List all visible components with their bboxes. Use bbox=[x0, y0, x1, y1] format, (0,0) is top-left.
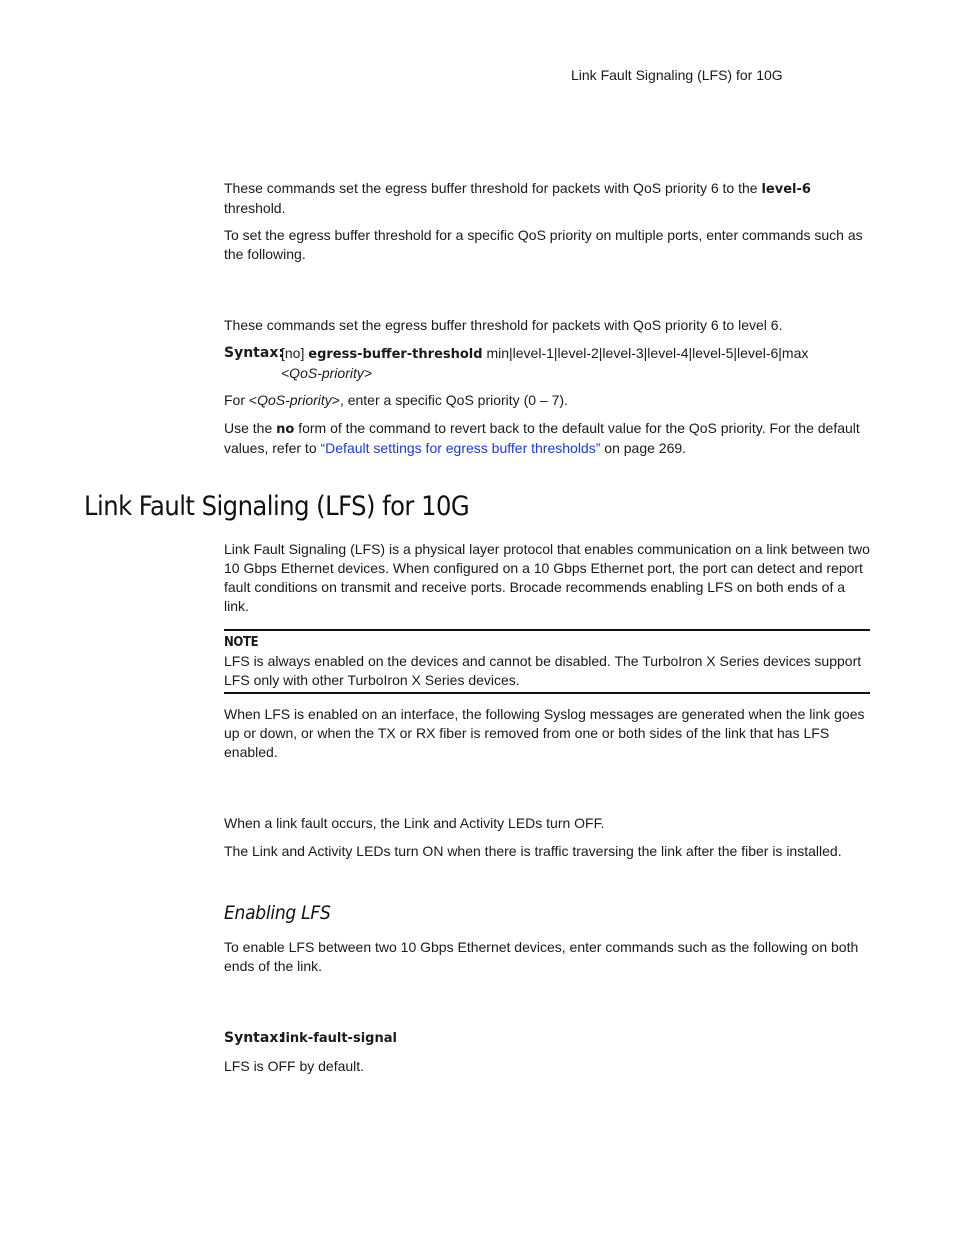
lfs-syntax-label: Syntax: bbox=[224, 1030, 284, 1046]
note-label: NOTE bbox=[224, 635, 259, 650]
enabling-intro: To enable LFS between two 10 Gbps Ethernet devices, enter commands such as the following on both ends of the link. bbox=[224, 939, 859, 974]
egress-paragraph-2: To set the egress buffer threshold for a specific QoS priority on multiple ports, enter commands such as the following. bbox=[224, 227, 863, 262]
subsection-heading-enabling-lfs: Enabling LFS bbox=[224, 902, 331, 924]
no-form-description: Use the no form of the command to revert back to the default value for the QoS priority. For the default values, refer to “Default settings for egress buffer thresholds” on page 269. bbox=[224, 420, 860, 456]
note-bottom-rule bbox=[224, 692, 870, 694]
egress-paragraph-1: These commands set the egress buffer threshold for packets with QoS priority 6 to the level-6 threshold. bbox=[224, 180, 811, 216]
lfs-command: link-fault-signal bbox=[281, 1031, 397, 1046]
egress-syntax: [no] egress-buffer-threshold min|level-1|level-2|level-3|level-4|level-5|level-6|max <QoS-priority> bbox=[281, 345, 809, 381]
syslog-paragraph: When LFS is enabled on an interface, the following Syslog messages are generated when the link goes up or down, or when the TX or RX fiber is removed from one or both sides of the link that has LFS enabled. bbox=[224, 706, 865, 760]
running-header: Link Fault Signaling (LFS) for 10G bbox=[571, 67, 783, 83]
syntax-label: Syntax: bbox=[224, 345, 284, 361]
note-text: LFS is always enabled on the devices and cannot be disabled. The TurboIron X Series devices support LFS only with other TurboIron X Series devices. bbox=[224, 653, 862, 688]
qos-priority-param: <QoS-priority> bbox=[281, 365, 373, 381]
lfs-intro: Link Fault Signaling (LFS) is a physical layer protocol that enables communication on a link between two 10 Gbps Ethernet devices. When configured on a 10 Gbps Ethernet port, the port can detect and report fault conditions on transmit and receive ports. Brocade recommends enabling LFS on both ends of a link. bbox=[224, 541, 870, 614]
egress-command: egress-buffer-threshold bbox=[308, 347, 483, 362]
no-keyword: no bbox=[276, 422, 295, 437]
led-off-paragraph: When a link fault occurs, the Link and Activity LEDs turn OFF. bbox=[224, 815, 605, 831]
level-6-keyword: level-6 bbox=[761, 182, 811, 197]
egress-paragraph-3: These commands set the egress buffer threshold for packets with QoS priority 6 to level 6. bbox=[224, 317, 783, 333]
default-settings-link[interactable]: “Default settings for egress buffer thresholds” bbox=[320, 440, 601, 456]
section-heading-lfs: Link Fault Signaling (LFS) for 10G bbox=[84, 491, 470, 522]
led-on-paragraph: The Link and Activity LEDs turn ON when there is traffic traversing the link after the fiber is installed. bbox=[224, 843, 842, 859]
lfs-default-paragraph: LFS is OFF by default. bbox=[224, 1058, 365, 1074]
qos-priority-description: For <QoS-priority>, enter a specific QoS priority (0 – 7). bbox=[224, 392, 568, 408]
note-top-rule bbox=[224, 629, 870, 631]
